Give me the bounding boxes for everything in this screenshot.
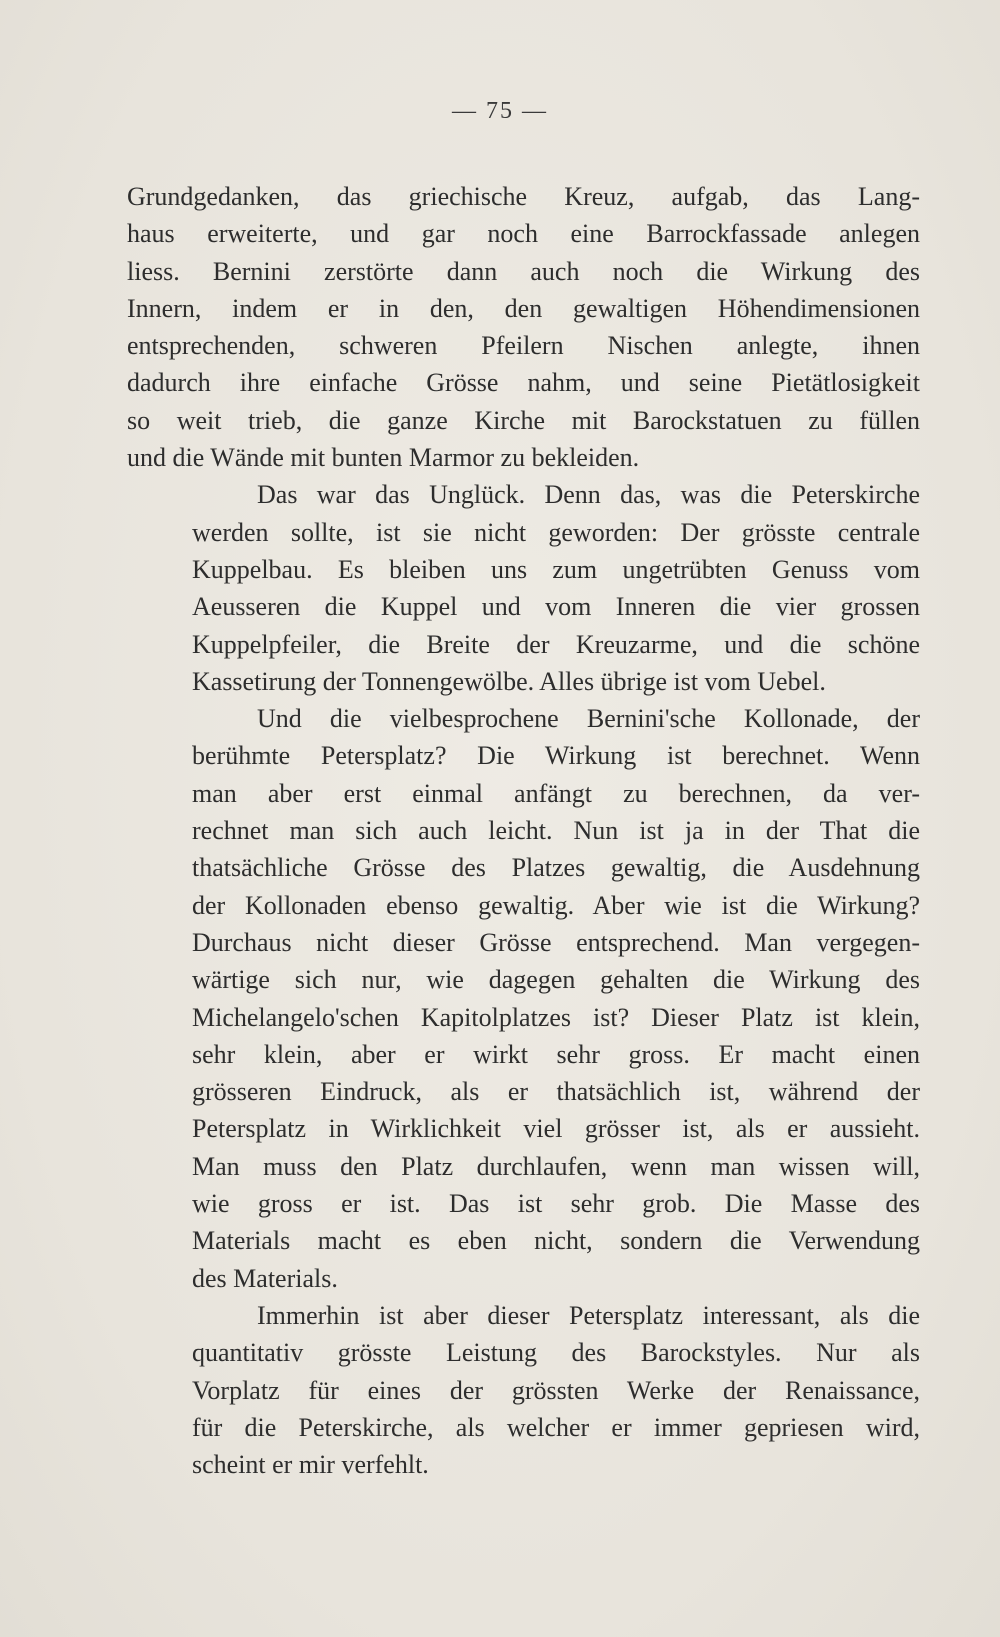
text-line: Und die vielbesprochene Bernini'sche Kollonade, der <box>257 704 920 734</box>
text-line: Kassetirung der Tonnengewölbe. Alles übrige ist vom Uebel. <box>192 666 826 696</box>
text-line: Kuppelpfeiler, die Breite der Kreuzarme, und die schöne <box>192 629 920 659</box>
text-line: haus erweiterte, und gar noch eine Barrockfassade anlegen <box>127 219 920 249</box>
text-line: werden sollte, ist sie nicht geworden: Der grösste centrale <box>192 517 920 547</box>
text-line: Man muss den Platz durchlaufen, wenn man wissen will, <box>192 1151 920 1181</box>
text-line: scheint er mir verfehlt. <box>192 1450 429 1480</box>
text-line: des Materials. <box>192 1263 338 1293</box>
text-line: sehr klein, aber er wirkt sehr gross. Er macht einen <box>192 1039 920 1069</box>
text-line: man aber erst einmal anfängt zu berechnen, da ver- <box>192 778 920 808</box>
text-line: grösseren Eindruck, als er thatsächlich ist, während der <box>192 1077 920 1107</box>
text-line: Petersplatz in Wirklichkeit viel grösser ist, als er aussieht. <box>192 1114 920 1144</box>
paragraph <box>127 476 920 700</box>
body-text <box>127 178 920 1483</box>
text-line: wärtige sich nur, wie dagegen gehalten die Wirkung des <box>192 965 920 995</box>
paragraph <box>127 700 920 1297</box>
text-line: Aeusseren die Kuppel und vom Inneren die vier grossen <box>192 592 920 622</box>
text-line: liess. Bernini zerstörte dann auch noch die Wirkung des <box>127 256 920 286</box>
text-line: Innern, indem er in den, den gewaltigen Höhendimensionen <box>127 293 920 323</box>
text-line: Das war das Unglück. Denn das, was die Peterskirche <box>257 480 920 510</box>
text-line: Materials macht es eben nicht, sondern die Verwendung <box>192 1226 920 1256</box>
text-line: Immerhin ist aber dieser Petersplatz interessant, als die <box>257 1300 920 1330</box>
text-line: Grundgedanken, das griechische Kreuz, aufgab, das Lang- <box>127 182 920 211</box>
text-line: rechnet man sich auch leicht. Nun ist ja in der That die <box>192 816 920 846</box>
text-line: Kuppelbau. Es bleiben uns zum ungetrübten Genuss vom <box>192 554 920 584</box>
text-line: entsprechenden, schweren Pfeilern Nischen anlegte, ihnen <box>127 331 920 361</box>
text-line: und die Wände mit bunten Marmor zu bekleiden. <box>127 443 640 473</box>
text-line: quantitativ grösste Leistung des Barockstyles. Nur als <box>192 1338 920 1368</box>
text-line: Michelangelo'schen Kapitolplatzes ist? Dieser Platz ist klein, <box>192 1002 920 1032</box>
text-line: so weit trieb, die ganze Kirche mit Barockstatuen zu füllen <box>127 405 920 435</box>
text-line: wie gross er ist. Das ist sehr grob. Die Masse des <box>192 1189 920 1219</box>
text-line: für die Peterskirche, als welcher er immer gepriesen wird, <box>192 1412 920 1442</box>
page-number: — 75 — <box>452 98 548 124</box>
text-line: dadurch ihre einfache Grösse nahm, und seine Pietätlosigkeit <box>127 368 920 398</box>
text-line: berühmte Petersplatz? Die Wirkung ist berechnet. Wenn <box>192 741 920 771</box>
text-line: thatsächliche Grösse des Platzes gewaltig, die Ausdehnung <box>192 853 920 883</box>
paragraph <box>127 178 920 476</box>
text-line: Vorplatz für eines der grössten Werke der Renaissance, <box>192 1375 920 1405</box>
text-line: Durchaus nicht dieser Grösse entsprechend. Man vergegen- <box>192 927 920 957</box>
paragraph <box>127 1297 920 1483</box>
text-line: der Kollonaden ebenso gewaltig. Aber wie ist die Wirkung? <box>192 890 920 920</box>
